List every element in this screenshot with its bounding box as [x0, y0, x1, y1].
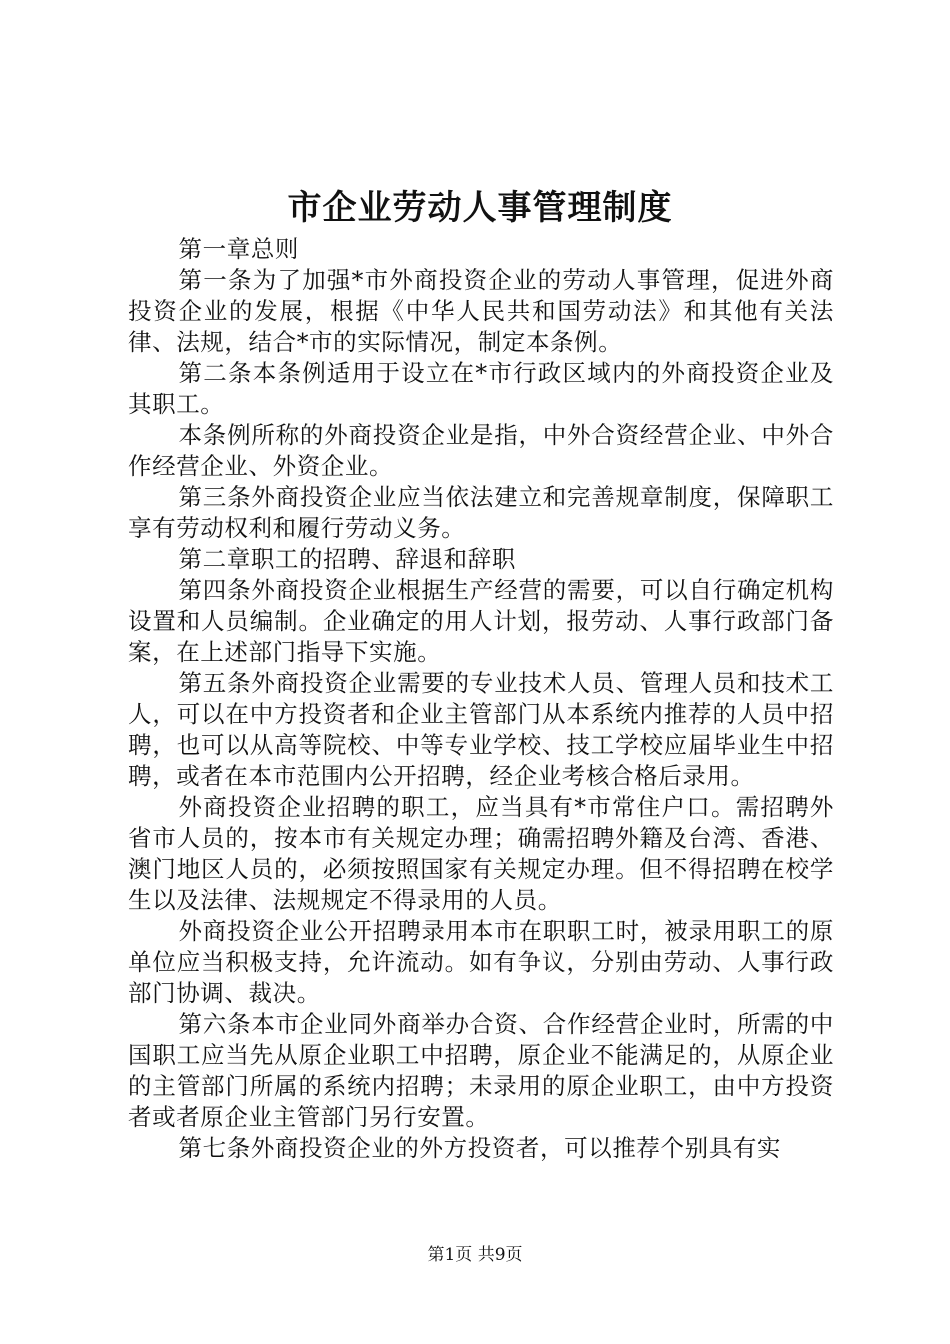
paragraph: 外商投资企业招聘的职工，应当具有*市常住户口。需招聘外省市人员的，按本市有关规定办理；确需招聘外籍及台湾、香港、澳门地区人员的，必须按照国家有关规定办理。但不得招聘在校学生以及法律、法规规定不得录用的人员。 [128, 793, 834, 914]
paragraph: 第五条外商投资企业需要的专业技术人员、管理人员和技术工人，可以在中方投资者和企业主管部门从本系统内推荐的人员中招聘，也可以从高等院校、中等专业学校、技工学校应届毕业生中招聘，或者在本市范围内公开招聘，经企业考核合格后录用。 [128, 669, 834, 790]
paragraph: 本条例所称的外商投资企业是指，中外合资经营企业、中外合作经营企业、外资企业。 [128, 421, 834, 480]
paragraph: 第一条为了加强*市外商投资企业的劳动人事管理，促进外商投资企业的发展，根据《中华人民共和国劳动法》和其他有关法律、法规，结合*市的实际情况，制定本条例。 [128, 266, 834, 356]
paragraph: 外商投资企业公开招聘录用本市在职职工时，被录用职工的原单位应当积极支持，允许流动。如有争议，分别由劳动、人事行政部门协调、裁决。 [128, 917, 834, 1007]
paragraph: 第二条本条例适用于设立在*市行政区域内的外商投资企业及其职工。 [128, 359, 834, 418]
chapter-heading: 第二章职工的招聘、辞退和辞职 [178, 545, 516, 573]
paragraph: 第六条本市企业同外商举办合资、合作经营企业时，所需的中国职工应当先从原企业职工中招聘，原企业不能满足的，从原企业的主管部门所属的系统内招聘；未录用的原企业职工，由中方投资者或者原企业主管部门另行安置。 [128, 1010, 834, 1131]
document-body [128, 234, 834, 1164]
chapter-heading: 第一章总则 [178, 235, 300, 263]
page-footer: 第1页 共9页 [427, 1245, 523, 1265]
paragraph: 第四条外商投资企业根据生产经营的需要，可以自行确定机构设置和人员编制。企业确定的用人计划，报劳动、人事行政部门备案，在上述部门指导下实施。 [128, 576, 834, 666]
document-title: 市企业劳动人事管理制度 [287, 188, 673, 228]
paragraph: 第三条外商投资企业应当依法建立和完善规章制度，保障职工享有劳动权利和履行劳动义务。 [128, 483, 834, 542]
paragraph: 第七条外商投资企业的外方投资者，可以推荐个别具有实 [178, 1134, 782, 1162]
